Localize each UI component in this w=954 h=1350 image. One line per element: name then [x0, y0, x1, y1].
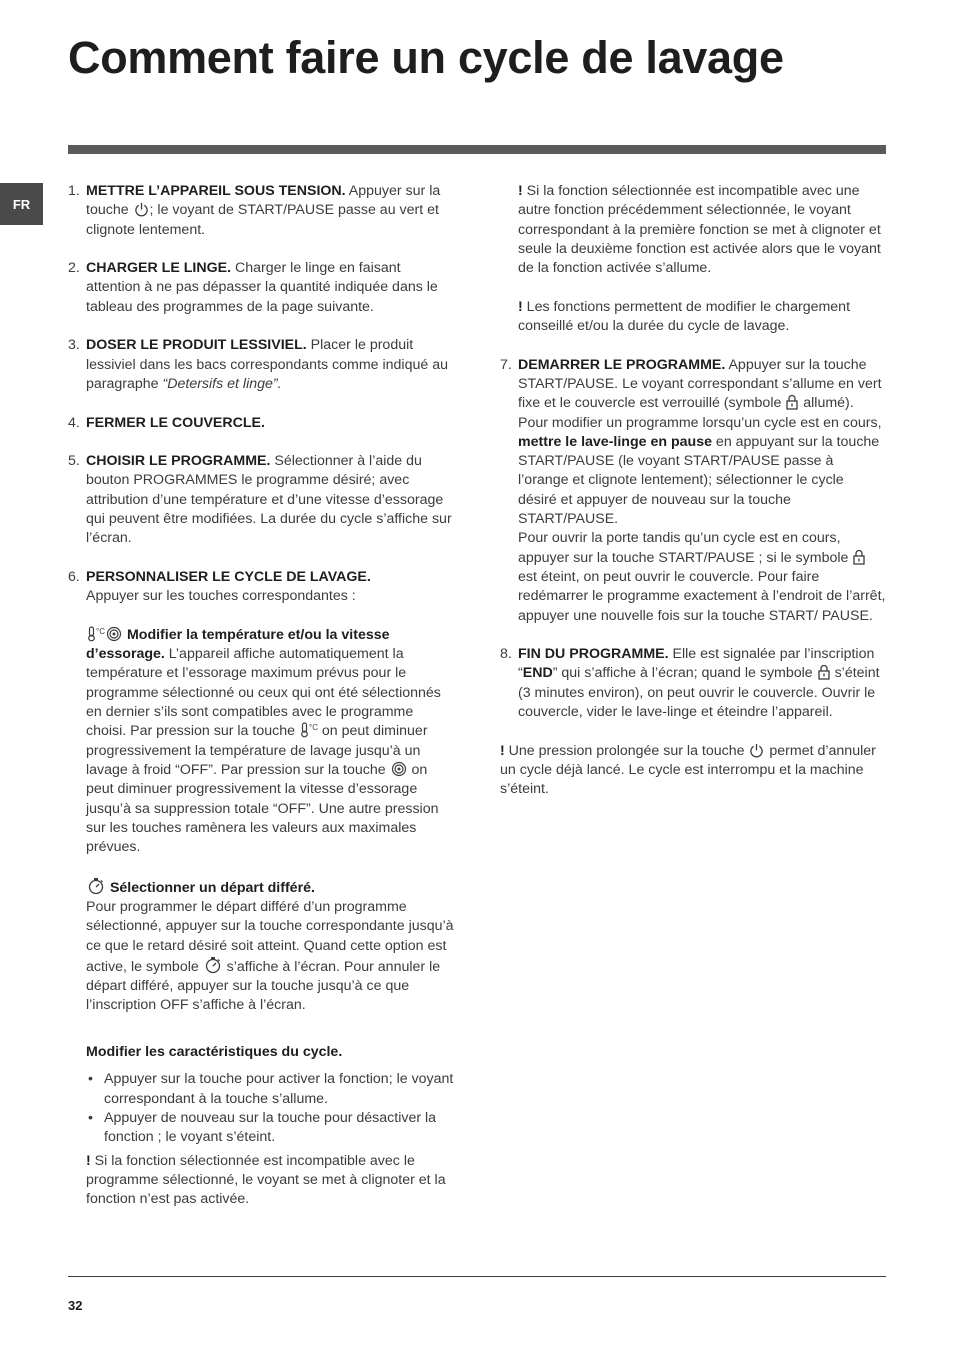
end-label: END [522, 665, 553, 682]
list-item: • Appuyer sur la touche pour activer la fonction; le voyant correspondant à la touche s’allume. [86, 1070, 456, 1109]
power-icon [749, 743, 764, 758]
spin-icon [106, 626, 122, 642]
step-heading: DOSER LE PRODUIT LESSIVIEL. [86, 337, 307, 354]
step-number: 2. [68, 260, 80, 277]
step-text: Charger le linge en faisant attention à ne pas dépasser la quantité indiquée dans le tableau des programmes de la page suivante. [86, 260, 438, 315]
thermometer-icon [87, 626, 104, 642]
step-number: 5. [68, 453, 80, 470]
footer-rule [68, 1276, 886, 1277]
svg-text:°C: °C [308, 723, 318, 733]
step-text: en appuyant sur la touche START/PAUSE (le voyant START/PAUSE passe à l’orange et clignote lentement); sélectionner le cycle désiré et appuyer de nouveau sur la touche START/PAUSE. [518, 433, 880, 528]
step-text: s’éteint (3 minutes environ), on peut ouvrir le couvercle. Ouvrir le couvercle, vider le lave-linge et éteindre l’appareil. [518, 665, 880, 721]
warning-icon: ! [500, 742, 505, 759]
timer-icon [87, 877, 105, 895]
step-text: Elle est signalée par l’inscription “ [518, 646, 875, 682]
warning-icon: ! [86, 1152, 91, 1169]
step-7 [500, 356, 886, 626]
step-heading: DEMARRER LE PROGRAMME. [518, 356, 726, 373]
warning-icon: ! [518, 298, 523, 315]
power-icon [134, 202, 149, 217]
modify-list [86, 1070, 456, 1147]
temperature-heading: Modifier la température et/ou la vitesse d’essorage. [86, 626, 390, 663]
step-text: Pour ouvrir la porte tandis qu’un cycle est en cours, appuyer sur la touche START/PAUSE ; si le symbole [518, 530, 853, 566]
temperature-text: on peut diminuer progressivement la vitesse d’essorage jusqu’à sa suppression totale “OFF”. Une autre pression sur les touches ramènera les valeurs aux maximales prévues. [86, 761, 439, 856]
modify-heading: Modifier les caractéristiques du cycle. [86, 1044, 343, 1061]
page-number: 32 [68, 1298, 83, 1313]
step-text: allumé). Pour modifier un programme lorsqu’un cycle est en cours, [518, 395, 882, 431]
step-text: Sélectionner à l’aide du bouton PROGRAMMES le programme désiré; avec attribution d’une température et d’une vitesse d’essorage qui peuvent être modifiées. La durée du cycle s’affiche sur l’écran. [86, 453, 452, 547]
temperature-spin-section [86, 626, 456, 858]
right-column [500, 182, 886, 800]
language-tab: FR [0, 183, 43, 225]
list-item: • Appuyer de nouveau sur la touche pour désactiver la fonction ; le voyant s’éteint. [86, 1109, 456, 1148]
step-text: Appuyer sur la touche START/PAUSE. Le voyant correspondant s’allume en vert fixe et le couvercle est verrouillé (symbole [518, 356, 882, 412]
step-number: 6. [68, 568, 80, 585]
step-2 [68, 259, 456, 317]
step-reference: “Detersifs et linge”. [162, 375, 282, 392]
delay-heading: Sélectionner un départ différé. [109, 879, 315, 896]
step-text: Appuyer sur les touches correspondantes : [86, 588, 356, 605]
step-5 [68, 452, 456, 548]
pause-emphasis: mettre le lave-linge en pause [518, 433, 712, 450]
cancel-note [500, 742, 886, 800]
step-text: ; le voyant de START/PAUSE passe au vert et clignote lentement. [86, 202, 439, 238]
step-1 [68, 182, 456, 240]
left-column [68, 182, 456, 1209]
step-text: Appuyer sur la touche [86, 183, 441, 219]
step-4 [68, 414, 456, 433]
step-heading: CHOISIR LE PROGRAMME. [86, 453, 271, 470]
timer-icon [204, 956, 222, 974]
step-number: 8. [500, 646, 512, 663]
step-3 [68, 336, 456, 394]
compatibility-note [86, 1152, 456, 1210]
delay-text: Pour programmer le départ différé d’un programme sélectionné, appuyer sur la touche correspondante jusqu’à ce que le retard désiré soit atteint. Quand cette option est active, le symbole [86, 898, 454, 975]
delay-text: s’affiche à l’écran. Pour annuler le départ différé, appuyer sur la touche jusqu’à ce que l’inscription OFF s’affiche à l’écran. [86, 958, 441, 1014]
step-heading: CHARGER LE LINGE. [86, 260, 232, 277]
note-text: Si la fonction sélectionnée est incompatible avec le programme sélectionné, le voyant se met à clignoter et la fonction n’est pas activée. [86, 1152, 446, 1208]
function-note-1 [518, 182, 886, 278]
delay-section [86, 877, 456, 1016]
step-text: ” qui s’affiche à l’écran; quand le symbole [552, 665, 817, 682]
thermometer-icon [300, 722, 317, 738]
step-heading: FERMER LE COUVERCLE. [86, 414, 265, 431]
temperature-text: on peut diminuer progressivement la température de lavage jusqu’à un lavage à froid “OFF”. Par pression sur la touche [86, 723, 428, 778]
lock-icon [853, 549, 865, 565]
lock-icon [786, 394, 798, 410]
spin-icon [391, 761, 407, 777]
page-title: Comment faire un cycle de lavage [68, 32, 784, 83]
note-text: Si la fonction sélectionnée est incompatible avec une autre fonction précédemment sélectionnée, le voyant correspondant à la première fonction se met à clignoter et seule la deuxième fonction est activée alors que le voyant de la fonction activée s’allume. [518, 183, 881, 277]
step-number: 3. [68, 337, 80, 354]
step-6 [68, 568, 456, 1210]
step-text: est éteint, on peut ouvrir le couvercle. Pour faire redémarrer le programme exactement à l’endroit de l’arrêt, appuyer une nouvelle fois sur la touche START/ PAUSE. [518, 568, 886, 624]
step-heading: FIN DU PROGRAMME. [518, 646, 669, 663]
step-heading: METTRE L’APPAREIL SOUS TENSION. [86, 183, 346, 199]
warning-icon: ! [518, 183, 523, 199]
temperature-text: L’appareil affiche automatiquement la température et l’essorage maximum prévus pour le programme sélectionné ou ceux qui ont été sélectionnés en dernier s’ils sont compatibles avec le programme choisi. Par pression sur la touche [86, 646, 441, 740]
note-text: Une pression prolongée sur la touche [504, 742, 749, 759]
function-note-2 [518, 298, 886, 337]
step-number: 7. [500, 356, 512, 373]
step-8 [500, 645, 886, 722]
note-text: Les fonctions permettent de modifier le chargement conseillé et/ou la durée du cycle de lavage. [518, 298, 851, 335]
step-number: 1. [68, 183, 80, 199]
step-number: 4. [68, 414, 80, 431]
step-text: Placer le produit lessiviel dans les bacs correspondants comme indiqué au paragraphe [86, 337, 448, 392]
svg-text:°C: °C [96, 626, 105, 636]
lock-icon [818, 664, 830, 680]
step-heading: PERSONNALISER LE CYCLE DE LAVAGE. [86, 568, 371, 585]
note-text: permet d’annuler un cycle déjà lancé. Le cycle est interrompu et la machine s’éteint. [500, 742, 876, 798]
title-rule [68, 145, 886, 154]
